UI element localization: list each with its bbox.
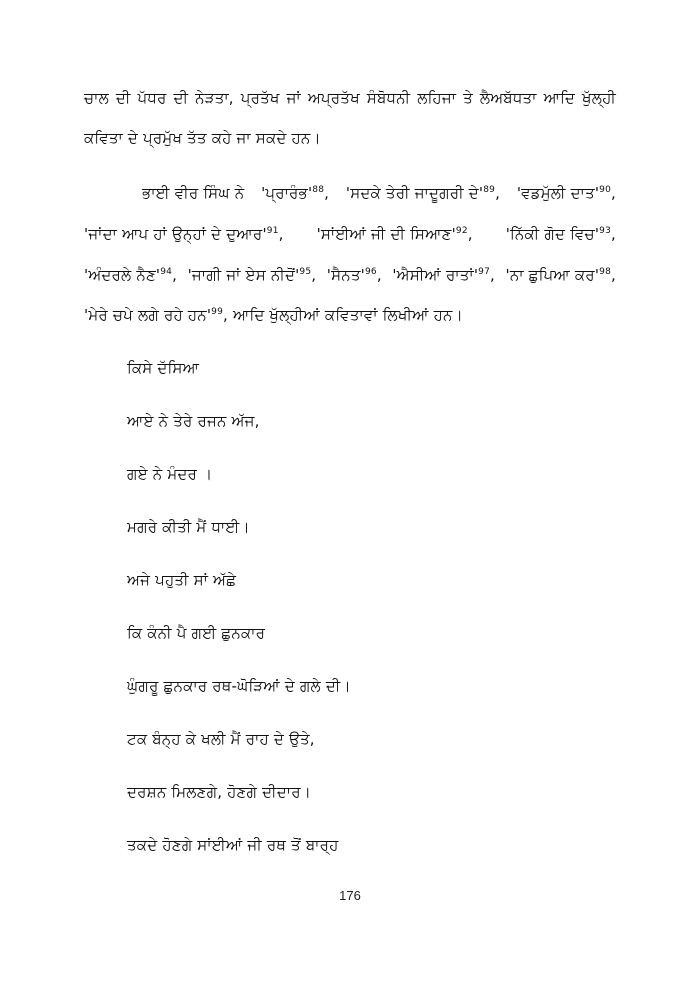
paragraph-2-intro: ਭਾਈ ਵੀਰ ਸਿੰਘ ਨੇ (142, 184, 245, 202)
verse-line-4: ਮਗਰੇ ਕੀਤੀ ਮੈਂ ਧਾਈ। (127, 518, 250, 536)
footnote-ref: 96 (365, 267, 377, 277)
verse-line-5: ਅਜੇ ਪਹੁਤੀ ਸਾਂ ਅੱਛੇ (127, 571, 237, 589)
page-number: 176 (339, 888, 361, 903)
footnote-ref: 97 (478, 267, 490, 277)
work-title-99: 'ਮੇਰੇ ਚਪੇ ਲਗੇ ਰਹੇ $ਹਨ'^{99}$, (84, 306, 228, 324)
work-title-91: 'ਜਾਂਦਾ ਆਪ ਹਾਂ ਉਨ੍ਹਾਂ ਦੇ $ਦੁਆਰ'^{91}$, (84, 225, 284, 243)
footnote-ref: 91 (266, 226, 279, 236)
work-title-97: 'ਐਸੀਆਂ $ਰਾਤਾਂ'^{97}$, (392, 266, 495, 284)
paragraph-1-line-1: ਚਾਲ ਦੀ ਪੱਧਰ ਦੀ ਨੇੜਤਾ, ਪ੍ਰਤੱਖ ਜਾਂ ਅਪ੍ਰਤੱਖ ਸੰਬੋਧਨੀ ਲਹਿਜਾ ਤੇ ਲੈਅਬੱਧਤਾ ਆਦਿ ਖੁੱਲ੍ਹੀ (84, 89, 616, 107)
verse-line-8: ਟਕ ਬੰਨ੍ਹ ਕੇ ਖਲੀ ਮੈਂ ਰਾਹ ਦੇ ਉਤੇ, (127, 730, 315, 748)
work-title-95: 'ਜਾਗੀ ਜਾਂ ਏਸ $ਨੀਦੋਂ'^{95}$, (187, 266, 317, 284)
work-title-96: '$ਸੈਨਤ'^{96}$, (326, 266, 382, 284)
paragraph-1-line-2: ਕਵਿਤਾ ਦੇ ਪ੍ਰਮੁੱਖ ਤੱਤ ਕਹੇ ਜਾ ਸਕਦੇ ਹਨ। (84, 129, 321, 147)
verse-line-3: ਗਏ ਨੇ ਮੰਦਰ । (127, 465, 213, 483)
paragraph-2-line-1 (142, 183, 616, 203)
work-title-90: 'ਵਡਮੁੱਲੀ $ਦਾਤ'^{90}$, (516, 184, 616, 202)
verse-line-6: ਕਿ ਕੰਨੀ ਪੈ ਗਈ ਛੁਨਕਾਰ (127, 624, 266, 642)
paragraph-2-line-4 (84, 305, 463, 325)
paragraph-2-line-3 (84, 265, 616, 285)
work-title-92: 'ਸਾਂਈਆਂ ਜੀ ਦੀ $ਸਿਆਣ'^{92}$, (316, 225, 473, 243)
verse-line-1: ਕਿਸੇ ਦੱਸਿਆ (127, 359, 200, 377)
footnote-ref: 90 (599, 185, 611, 195)
paragraph-2-line-2 (84, 224, 616, 244)
footnote-ref: 88 (312, 185, 325, 195)
verse-line-10: ਤਕਦੇ ਹੋਣਗੇ ਸਾਂਈਆਂ ਜੀ ਰਥ ਤੋਂ ਬਾਰ੍ਹ (127, 836, 339, 854)
footnote-ref: 89 (483, 185, 496, 195)
work-title-89: 'ਸਦਕੇ ਤੇਰੀ ਜਾਦੂਗਰੀ $ਦੇ'^{89}$, (345, 184, 501, 202)
work-title-98: 'ਨਾ ਛੁਪਿਆ $ਕਰ'^{98}$, (505, 266, 616, 284)
footnote-ref: 93 (599, 226, 612, 236)
work-title-88: '$ਪ੍ਰਾਰੰਭ'^{88}$, (261, 184, 330, 202)
verse-line-7: ਘੁੰਗਰੂ ਛੁਨਕਾਰ ਰਥ-ਘੋੜਿਆਂ ਦੇ ਗਲੇ ਦੀ। (127, 677, 351, 695)
work-title-93: 'ਨਿੱਕੀ ਗੋਦ $ਵਿਚ'^{93}$, (505, 225, 616, 243)
paragraph-2-closing: ਆਦਿ ਖੁੱਲ੍ਹੀਆਂ ਕਵਿਤਾਵਾਂ ਲਿਖੀਆਂ ਹਨ। (232, 306, 463, 324)
verse-line-9: ਦਰਸ਼ਨ ਮਿਲਣਗੇ, ਹੋਣਗੇ ਦੀਦਾਰ। (127, 783, 312, 801)
footnote-ref: 92 (455, 226, 468, 236)
footnote-ref: 98 (599, 267, 611, 277)
footnote-ref: 94 (160, 267, 173, 277)
footnote-ref: 95 (299, 267, 312, 277)
work-title-94: 'ਅੰਦਰਲੇ $ਨੈਣ'^{94}$, (84, 266, 178, 284)
verse-line-2: ਆਏ ਨੇ ਤੇਰੇ ਰਜਨ ਅੱਜ, (127, 412, 260, 430)
footnote-ref: 99 (211, 307, 224, 317)
